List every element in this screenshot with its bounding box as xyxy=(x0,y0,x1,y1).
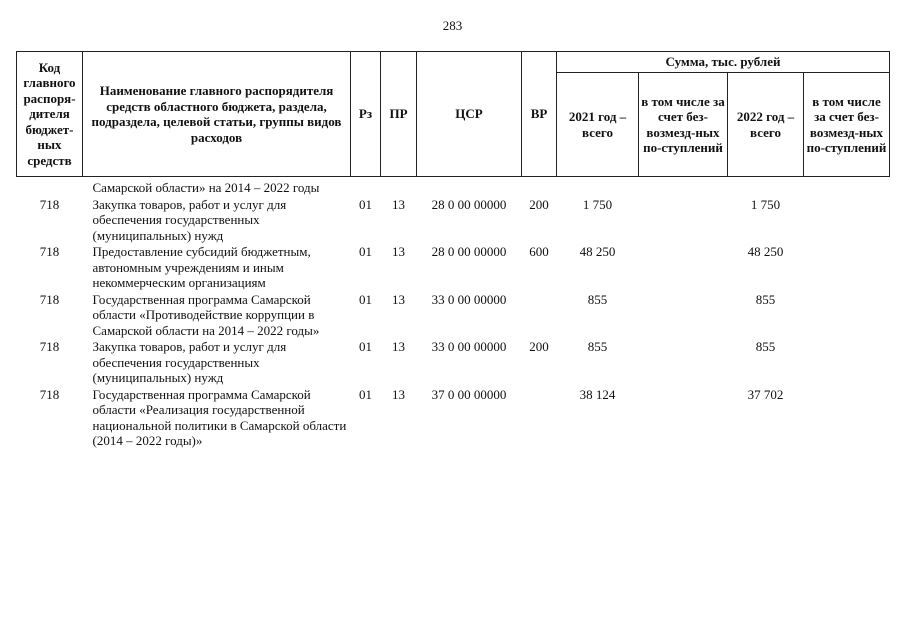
table-row xyxy=(17,387,890,450)
page-number: 283 xyxy=(442,18,463,33)
header-name: Наименование главного распорядителя средств областного бюджета, раздела, подраздела, целевой статьи, группы видов расходов xyxy=(83,52,351,177)
header-2021-total: 2021 год – всего xyxy=(557,73,639,177)
header-csr: ЦСР xyxy=(417,52,522,177)
table-row xyxy=(17,177,890,197)
cell-vr xyxy=(522,292,557,340)
header-2022-total: 2022 год – всего xyxy=(728,73,804,177)
cell-2022-total xyxy=(728,177,804,197)
cell-pr: 13 xyxy=(392,196,405,212)
cell-2022-free xyxy=(804,292,890,340)
header-2021-free: в том числе за счет без-возмезд-ных по-ступлений xyxy=(639,73,728,177)
cell-code: 718 xyxy=(39,291,60,307)
cell-code: 718 xyxy=(39,386,60,402)
cell-rz xyxy=(351,177,381,197)
cell-vr: 200 xyxy=(529,339,549,354)
cell-csr xyxy=(417,177,522,197)
header-code: Код главного распоря-дителя бюджет-ных средств xyxy=(17,52,83,177)
table-row xyxy=(17,244,890,292)
table-row xyxy=(17,197,890,245)
cell-rz: 01 xyxy=(359,291,372,307)
cell-pr: 13 xyxy=(392,386,405,402)
cell-2021-free xyxy=(639,339,728,387)
cell-2022-free xyxy=(804,177,890,197)
cell-2021-total: 48 250 xyxy=(579,244,616,259)
cell-vr xyxy=(522,177,557,197)
cell-csr: 28 0 00 00000 xyxy=(431,196,507,212)
cell-2022-total: 1 750 xyxy=(750,196,781,212)
cell-rz: 01 xyxy=(359,196,372,212)
cell-2022-free xyxy=(804,387,890,450)
header-2022-free: в том числе за счет без-возмезд-ных по-ступлений xyxy=(804,73,890,177)
cell-2021-free xyxy=(639,292,728,340)
table-header xyxy=(17,52,890,177)
cell-pr: 13 xyxy=(392,291,405,307)
table-row xyxy=(17,339,890,387)
cell-code: 718 xyxy=(39,196,60,212)
cell-pr: 13 xyxy=(392,244,405,259)
cell-2021-free xyxy=(639,177,728,197)
cell-csr: 37 0 00 00000 xyxy=(431,386,507,402)
cell-rz: 01 xyxy=(359,386,372,402)
cell-2022-free xyxy=(804,339,890,387)
cell-2021-free xyxy=(639,387,728,450)
cell-pr: 13 xyxy=(392,339,405,354)
cell-2021-total: 855 xyxy=(587,339,608,354)
cell-2021-free xyxy=(639,244,728,292)
cell-name: Закупка товаров, работ и услуг для обеспечения государственных (муниципальных) нужд xyxy=(92,196,287,243)
header-vr: ВР xyxy=(522,52,557,177)
cell-vr: 200 xyxy=(529,196,549,212)
cell-2021-free xyxy=(639,197,728,245)
cell-code: 718 xyxy=(39,339,60,354)
cell-name: Государственная программа Самарской области «Противодействие коррупции в Самарской области на 2014 – 2022 годы» xyxy=(92,291,320,338)
cell-2022-free xyxy=(804,244,890,292)
cell-csr: 33 0 00 00000 xyxy=(431,291,507,307)
cell-2022-total: 855 xyxy=(755,339,776,354)
cell-code: 718 xyxy=(39,244,60,259)
cell-2022-total: 855 xyxy=(755,291,776,307)
cell-name: Самарской области» на 2014 – 2022 годы xyxy=(92,180,320,195)
cell-2021-total: 1 750 xyxy=(582,196,613,212)
table-row xyxy=(17,292,890,340)
table-body xyxy=(17,177,890,450)
cell-vr: 600 xyxy=(529,244,549,259)
cell-2021-total xyxy=(557,177,639,197)
cell-name: Закупка товаров, работ и услуг для обеспечения государственных (муниципальных) нужд xyxy=(92,339,287,385)
cell-rz: 01 xyxy=(359,244,372,259)
header-rz: Рз xyxy=(351,52,381,177)
cell-name: Государственная программа Самарской области «Реализация государственной национальной политики в Самарской области (2014 – 2022 годы)» xyxy=(92,386,347,448)
header-sum: Сумма, тыс. рублей xyxy=(557,52,890,73)
cell-2021-total: 38 124 xyxy=(579,386,616,402)
cell-2022-free xyxy=(804,197,890,245)
cell-csr: 33 0 00 00000 xyxy=(431,339,507,354)
cell-vr xyxy=(522,387,557,450)
budget-table xyxy=(16,51,890,450)
cell-csr: 28 0 00 00000 xyxy=(431,244,507,259)
cell-rz: 01 xyxy=(359,339,372,354)
header-pr: ПР xyxy=(381,52,417,177)
cell-2021-total: 855 xyxy=(587,291,608,307)
cell-2022-total: 37 702 xyxy=(747,386,784,402)
cell-code xyxy=(17,177,83,197)
cell-2022-total: 48 250 xyxy=(747,244,784,259)
cell-pr xyxy=(381,177,417,197)
cell-name: Предоставление субсидий бюджетным, автономным учреждениям и иным некоммерческим организациям xyxy=(92,244,311,290)
